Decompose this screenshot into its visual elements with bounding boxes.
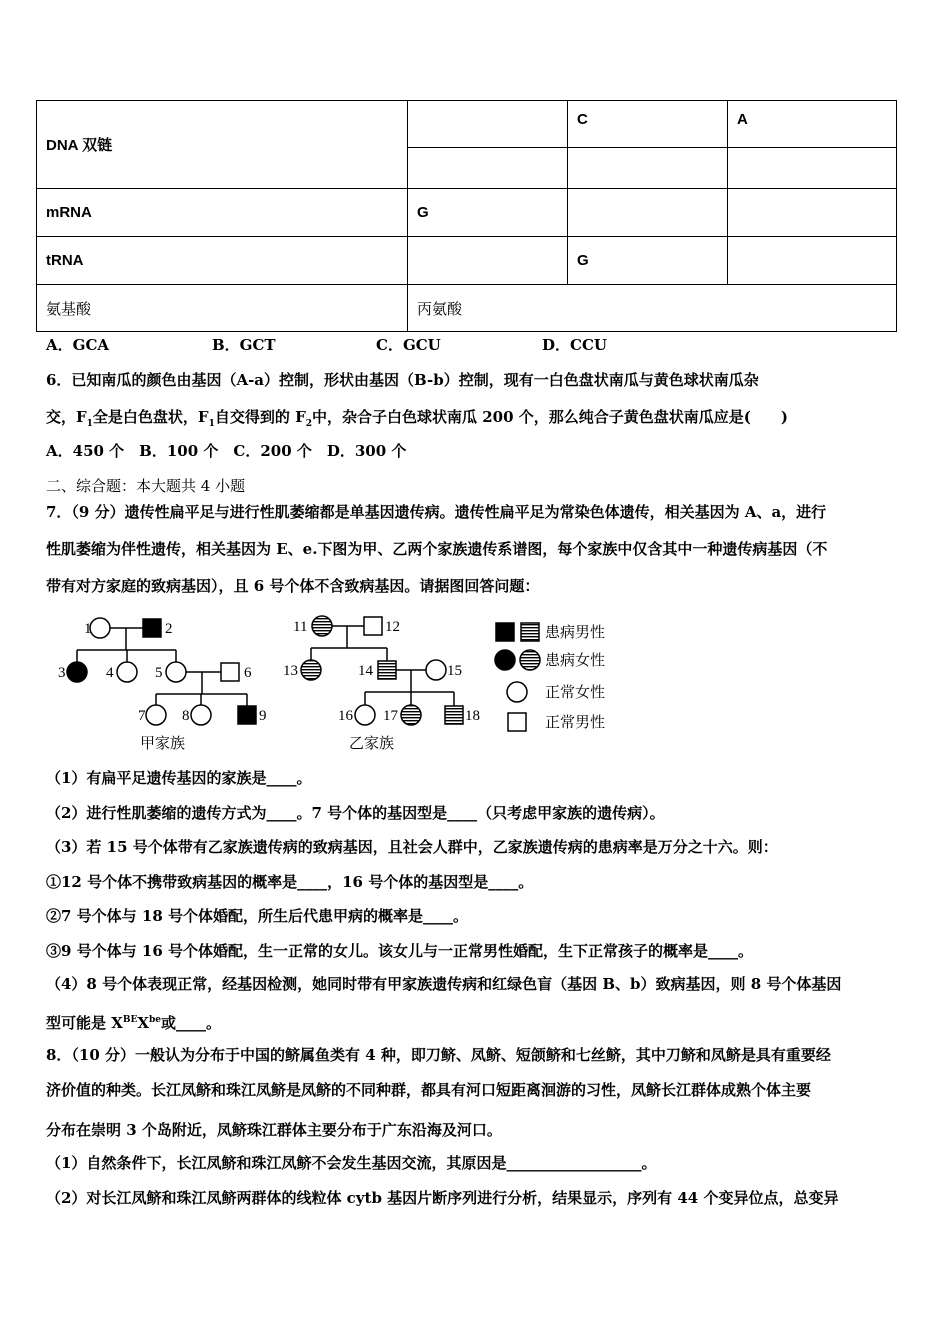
legend-affected-female-striped-icon	[520, 650, 540, 670]
q7-line: 7．（9 分）遗传性扁平足与进行性肌萎缩都是单基因遗传病。遗传性扁平足为常染色体遗传，相关基因为 A、a，进行	[46, 503, 827, 521]
q7-line: 性肌萎缩为伴性遗传，相关基因为 E、e.下图为甲、乙两个家族遗传系谱图，每个家族中仅含其中一种遗传病基因（不	[46, 540, 828, 558]
id-label: 7	[138, 708, 146, 724]
individual-12	[364, 617, 382, 635]
q8-line: 济价值的种类。长江凤鲚和珠江凤鲚是凤鲚的不同种群，都具有河口短距离洄游的习性，凤鲚长江群体成熟个体主要	[46, 1081, 812, 1099]
cell: A	[728, 101, 897, 148]
q7-sub4: （4）8 号个体表现正常，经基因检测，她同时带有甲家族遗传病和红绿色盲（基因 B、b）致病基因，则 8 号个体基因	[46, 975, 842, 993]
individual-3	[67, 662, 87, 682]
individual-8	[191, 705, 211, 725]
cell: G	[408, 189, 568, 237]
q5-option-c: C．GCU	[376, 336, 441, 354]
individual-2	[143, 619, 161, 637]
text: 型可能是 X	[46, 1014, 123, 1032]
q7-sub2: （2）进行性肌萎缩的遗传方式为____。7 号个体的基因型是____（只考虑甲家族的遗传病）。	[46, 804, 665, 822]
id-label: 9	[259, 708, 267, 724]
q7-sub4-line2	[46, 1011, 221, 1032]
cell: C	[568, 101, 728, 148]
individual-14	[378, 661, 396, 679]
individual-11	[312, 616, 332, 636]
legend-affected-male-icon	[496, 623, 514, 641]
q7-line: 带有对方家庭的致病基因），且 6 号个体不含致病基因。请据图回答问题：	[46, 577, 540, 595]
legend-label: 患病女性	[545, 653, 606, 669]
text: 自交得到的 F	[214, 408, 306, 426]
id-label: 18	[465, 708, 480, 724]
id-label: 4	[106, 665, 114, 681]
q5-option-a: A．GCA	[46, 336, 110, 354]
row-label-dna: DNA 双链	[37, 101, 408, 189]
q8-sub1: （1）自然条件下，长江凤鲚和珠江凤鲚不会发生基因交流，其原因是__________________。	[46, 1154, 657, 1172]
q8-sub2: （2）对长江凤鲚和珠江凤鲚两群体的线粒体 cytb 基因片断序列进行分析，结果显示，序列有 44 个变异位点，总变异	[46, 1189, 839, 1207]
q7-sub3a: ①12 号个体不携带致病基因的概率是____，16 号个体的基因型是____。	[46, 873, 534, 891]
individual-17	[401, 705, 421, 725]
individual-15	[426, 660, 446, 680]
id-label: 16	[338, 708, 353, 724]
text: 中，杂合子白色球状南瓜 200 个，那么纯合子黄色盘状南瓜应是( )	[311, 408, 788, 426]
id-label: 5	[155, 665, 163, 681]
id-label: 17	[383, 708, 398, 724]
legend-label: 正常男性	[545, 715, 606, 731]
individual-13	[301, 660, 321, 680]
subscript: 1	[86, 419, 93, 429]
q6-options: A．450 个 B．100 个 C．200 个 D．300 个	[46, 442, 407, 460]
cell: 丙氨酸	[408, 285, 897, 332]
individual-6	[221, 663, 239, 681]
q6-line: 6．已知南瓜的颜色由基因（A-a）控制，形状由基因（B-b）控制，现有一白色盘状南瓜与黄色球状南瓜杂	[46, 371, 759, 389]
superscript: BE	[122, 1015, 138, 1025]
family-label: 甲家族	[140, 736, 186, 752]
legend-label: 患病男性	[545, 625, 606, 641]
id-label: 11	[293, 619, 308, 635]
id-label: 3	[58, 665, 66, 681]
legend-normal-male-icon	[508, 713, 526, 731]
q7-sub3c: ③9 号个体与 16 号个体婚配，生一正常的女儿。该女儿与一正常男性婚配，生下正常孩子的概率是____。	[46, 942, 753, 960]
text: 或____。	[161, 1014, 222, 1032]
row-label-trna: tRNA	[37, 237, 408, 285]
legend-affected-male-striped-icon	[521, 623, 539, 641]
superscript: be	[148, 1015, 162, 1025]
text: 交，F	[46, 408, 87, 426]
id-label: 8	[182, 708, 190, 724]
row-label-amino-acid: 氨基酸	[37, 285, 408, 332]
q7-sub1: （1）有扁平足遗传基因的家族是____。	[46, 769, 312, 787]
cell: G	[568, 237, 728, 285]
subscript: 2	[305, 419, 312, 429]
subscript: 1	[208, 419, 215, 429]
section-heading: 二、综合题：本大题共 4 小题	[46, 477, 246, 495]
id-label: 15	[447, 663, 462, 679]
q7-sub3: （3）若 15 号个体带有乙家族遗传病的致病基因，且社会人群中，乙家族遗传病的患病率是万分之十六。则：	[46, 838, 778, 856]
text: X	[137, 1014, 149, 1032]
individual-7	[146, 705, 166, 725]
id-label: 12	[385, 619, 400, 635]
row-label-mrna: mRNA	[37, 189, 408, 237]
id-label: 2	[165, 621, 173, 637]
id-label: 1	[84, 621, 92, 637]
q8-line: 分布在崇明 3 个岛附近，凤鲚珠江群体主要分布于广东沿海及河口。	[46, 1121, 502, 1139]
individual-9	[238, 706, 256, 724]
legend-affected-female-icon	[495, 650, 515, 670]
id-label: 14	[358, 663, 373, 679]
legend-label: 正常女性	[545, 685, 606, 701]
q5-option-b: B．GCT	[212, 336, 276, 354]
legend-normal-female-icon	[507, 682, 527, 702]
text: 全是白色盘状，F	[92, 408, 209, 426]
individual-5	[166, 662, 186, 682]
family-label: 乙家族	[349, 736, 395, 752]
id-label: 13	[283, 663, 298, 679]
q5-option-d: D．CCU	[542, 336, 607, 354]
q8-line: 8．（10 分）一般认为分布于中国的鲚属鱼类有 4 种，即刀鲚、凤鲚、短颌鲚和七丝鲚，其中刀鲚和凤鲚是具有重要经	[46, 1046, 831, 1064]
individual-4	[117, 662, 137, 682]
individual-1	[90, 618, 110, 638]
q7-sub3b: ②7 号个体与 18 号个体婚配，所生后代患甲病的概率是____。	[46, 907, 468, 925]
individual-16	[355, 705, 375, 725]
id-label: 6	[244, 665, 252, 681]
individual-18	[445, 706, 463, 724]
